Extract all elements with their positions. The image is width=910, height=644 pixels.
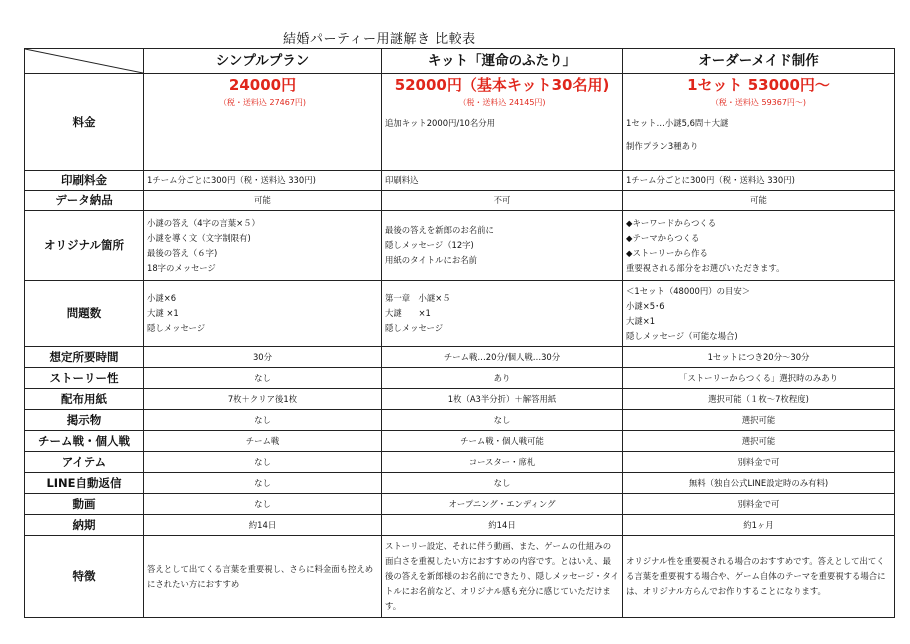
team-order: 選択可能 [623, 431, 895, 452]
team-kit: チーム戦・個人戦可能 [382, 431, 623, 452]
questions-order [623, 281, 895, 347]
feature-kit: ストーリー設定、それに伴う動画、また、ゲームの仕組みの面白さを重視したい方におすすめの内容です。とはいえ、最後の答えを新郎様のお名前にできたり、隠しメッセージ・タイトルにお名前など、オリジナル感も充分に感じていただけます。 [382, 536, 623, 618]
original-order-line: ◆テーマからつくる [626, 232, 700, 243]
price-main-kit: 52000円（基本キット30名用) [394, 76, 610, 94]
time-kit: チーム戦…20分/個人戦…30分 [382, 347, 623, 368]
kit-extra-note: 追加キット2000円/10名分用 [385, 118, 495, 128]
paper-order: 選択可能（１枚〜7枚程度) [623, 389, 895, 410]
questions-order-line: ＜1セット（48000円）の目安＞ [626, 285, 751, 296]
story-simple: なし [144, 368, 382, 389]
board-order: 選択可能 [623, 410, 895, 431]
delivery-row [25, 515, 895, 536]
story-row [25, 368, 895, 389]
original-kit [382, 211, 623, 281]
print-kit: 印刷料込 [382, 171, 623, 191]
line-kit: なし [382, 473, 623, 494]
item-row [25, 452, 895, 473]
questions-kit [382, 281, 623, 347]
feature-order: オリジナル性を重要視される場合のおすすめです。答えとして出てくる言葉を重要視する場合や、ゲーム自体のテーマを重要視する場合には、オリジナル方らんでお作りすることになります。 [623, 536, 895, 618]
diagonal-line [25, 49, 143, 73]
item-order: 別料金で可 [623, 452, 895, 473]
original-order-line: ◆ストーリーから作る [626, 247, 708, 258]
questions-simple-line: 小謎×6 [147, 293, 177, 303]
time-simple: 30分 [144, 347, 382, 368]
video-order: 別料金で可 [623, 494, 895, 515]
order-note-2: 制作プラン3種あり [626, 141, 699, 151]
original-kit-line: 用紙のタイトルにお名前 [385, 255, 477, 265]
paper-simple: 7枚＋クリア後1枚 [144, 389, 382, 410]
column-header-kit: キット「運命のふたり」 [382, 49, 623, 74]
header-row [25, 49, 895, 74]
line-order: 無料（独自公式LINE設定時のみ有料) [623, 473, 895, 494]
time-order: 1セットにつき20分〜30分 [623, 347, 895, 368]
original-order-line: 重要視される部分をお選びいただきます。 [626, 262, 785, 273]
questions-row [25, 281, 895, 347]
line-row [25, 473, 895, 494]
original-simple-line: 18字のメッセージ [147, 262, 216, 273]
feature-row [25, 536, 895, 618]
questions-kit-line: 隠しメッセージ [385, 323, 444, 333]
line-simple: なし [144, 473, 382, 494]
row-label-questions: 問題数 [25, 281, 144, 347]
board-kit: なし [382, 410, 623, 431]
print-row [25, 171, 895, 191]
price-main-simple: 24000円 [228, 76, 297, 94]
price-row [25, 74, 895, 171]
questions-order-line: 隠しメッセージ（可能な場合) [626, 330, 738, 341]
story-order: 「ストーリーからつくる」選択時のみあり [623, 368, 895, 389]
price-simple [144, 74, 382, 171]
delivery-order: 約1ヶ月 [623, 515, 895, 536]
row-label-paper: 配布用紙 [25, 389, 144, 410]
data-simple: 可能 [144, 191, 382, 211]
data-kit: 不可 [382, 191, 623, 211]
board-row [25, 410, 895, 431]
row-label-feature: 特徴 [25, 536, 144, 618]
delivery-simple: 約14日 [144, 515, 382, 536]
team-row [25, 431, 895, 452]
original-row [25, 211, 895, 281]
original-simple-line: 小謎の答え（4字の言葉×５） [147, 217, 260, 228]
questions-kit-line: 第一章 小謎×５ [385, 293, 451, 303]
video-row [25, 494, 895, 515]
original-order [623, 211, 895, 281]
row-label-team: チーム戦・個人戦 [25, 431, 144, 452]
price-kit [382, 74, 623, 171]
questions-order-line: 大謎×1 [626, 315, 656, 326]
price-main-order: 1セット 53000円〜 [687, 76, 830, 94]
row-label-board: 掲示物 [25, 410, 144, 431]
video-kit: オープニング・エンディング [382, 494, 623, 515]
data-row [25, 191, 895, 211]
data-order: 可能 [623, 191, 895, 211]
paper-row [25, 389, 895, 410]
corner-cell [25, 49, 144, 74]
questions-kit-line: 大謎 ×1 [385, 308, 431, 318]
paper-kit: 1枚（A3半分折）＋解答用紙 [382, 389, 623, 410]
price-sub-kit: （税・送料込 24145円) [458, 98, 546, 107]
item-kit: コースター・席札 [382, 452, 623, 473]
row-label-story: ストーリー性 [25, 368, 144, 389]
order-note-1: 1セット…小謎5,6問＋大謎 [626, 118, 729, 128]
row-label-data: データ納品 [25, 191, 144, 211]
print-order: 1チーム分ごとに300円（税・送料込 330円) [623, 171, 895, 191]
row-label-original: オリジナル箇所 [25, 211, 144, 281]
team-simple: チーム戦 [144, 431, 382, 452]
original-kit-line: 最後の答えを新郎のお名前に [385, 225, 494, 235]
print-simple: 1チーム分ごとに300円（税・送料込 330円) [144, 171, 382, 191]
row-label-delivery: 納期 [25, 515, 144, 536]
original-order-line: ◆キーワードからつくる [626, 217, 717, 228]
row-label-time: 想定所要時間 [25, 347, 144, 368]
page-title: 結婚パーティー用謎解き 比較表 [283, 32, 476, 47]
questions-simple-line: 大謎 ×1 [147, 308, 179, 318]
video-simple: なし [144, 494, 382, 515]
column-header-simple: シンプルプラン [144, 49, 382, 74]
original-kit-line: 隠しメッセージ（12字) [385, 240, 474, 250]
price-sub-order: （税・送料込 59367円〜) [710, 98, 807, 107]
row-label-price: 料金 [25, 74, 144, 171]
comparison-table [24, 48, 895, 618]
price-sub-simple: （税・送料込 27467円) [218, 98, 307, 107]
questions-simple-line: 隠しメッセージ [147, 323, 206, 333]
item-simple: なし [144, 452, 382, 473]
delivery-kit: 約14日 [382, 515, 623, 536]
story-kit: あり [382, 368, 623, 389]
board-simple: なし [144, 410, 382, 431]
row-label-print: 印刷料金 [25, 171, 144, 191]
questions-order-line: 小謎×5･6 [626, 300, 665, 311]
price-order [623, 74, 895, 171]
questions-simple [144, 281, 382, 347]
row-label-item: アイテム [25, 452, 144, 473]
time-row [25, 347, 895, 368]
feature-simple: 答えとして出てくる言葉を重要視し、さらに料金面も控えめにされたい方におすすめ [144, 536, 382, 618]
row-label-line: LINE自動返信 [25, 473, 144, 494]
original-simple-line: 最後の答え（６字) [147, 247, 218, 258]
original-simple [144, 211, 382, 281]
original-simple-line: 小謎を導く文（文字制限有) [147, 232, 251, 243]
row-label-video: 動画 [25, 494, 144, 515]
column-header-order: オーダーメイド制作 [623, 49, 895, 74]
